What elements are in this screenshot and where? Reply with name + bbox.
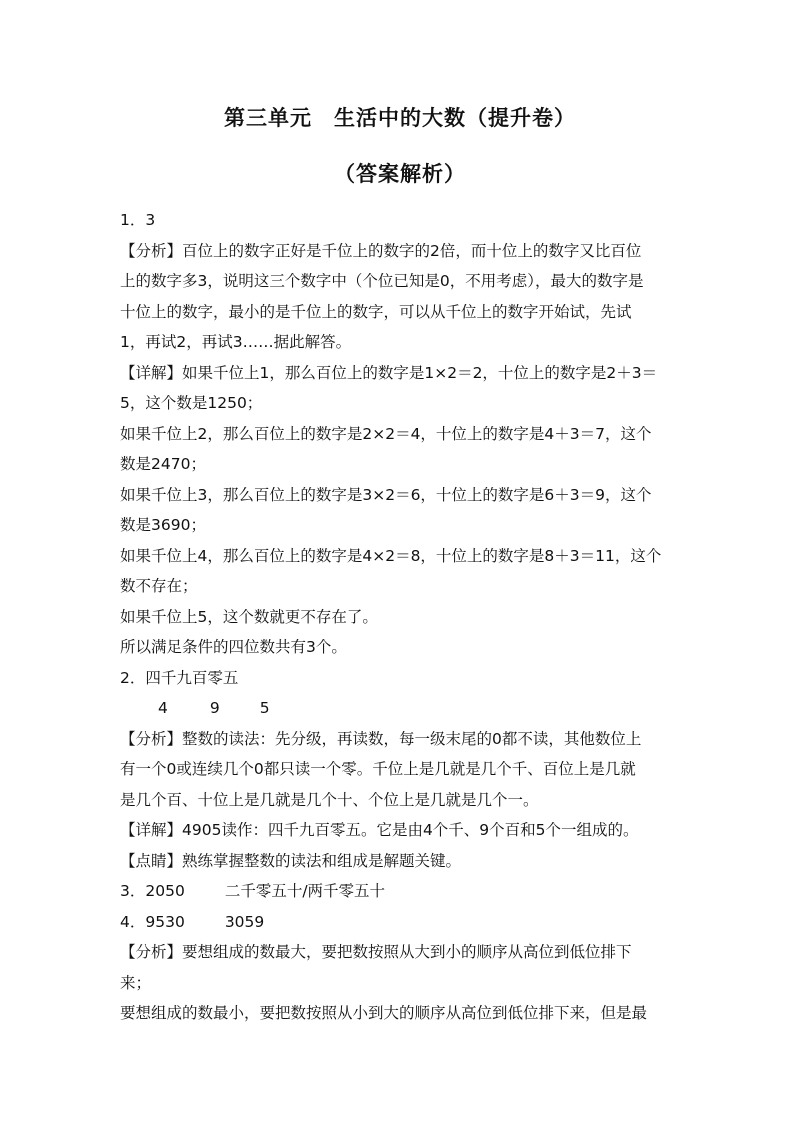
q2-digit-hundreds: 9: [209, 699, 220, 717]
text-line: 【分析】要想组成的数最大，要把数按照从大到小的顺序从高位到低位排下: [120, 943, 632, 961]
text-line: 是几个百、十位上是几就是几个十、个位上是几就是几个一。: [120, 790, 539, 809]
q3-number: 3．2050: [120, 882, 185, 900]
text-line: 【点睛】熟练掌握整数的读法和组成是解题关键。: [120, 851, 462, 870]
text-line: 数是3690；: [120, 516, 206, 534]
text-line: 1，再试2，再试3……据此解答。: [120, 333, 352, 351]
text-line: 如果千位上2，那么百位上的数字是2×2＝4，十位上的数字是4＋3＝7，这个: [120, 424, 652, 443]
text-line: 1．3: [120, 211, 156, 229]
text-line: 【详解】4905读作：四千九百零五。它是由4个千、9个百和5个一组成的。: [120, 821, 639, 839]
answer-body: [120, 205, 692, 1029]
q3-answer: 二千零五十/两千零五十: [224, 882, 386, 900]
text-line: 2．四千九百零五: [120, 668, 239, 687]
text-line: 数是2470；: [120, 455, 206, 473]
q4-number: 4．9530: [120, 912, 185, 931]
text-line: 如果千位上5，这个数就更不存在了。: [120, 607, 378, 626]
text-line: 如果千位上4，那么百位上的数字是4×2＝8，十位上的数字是8＋3＝11，这个: [120, 546, 662, 565]
q3-line: [120, 876, 692, 907]
text-line: 所以满足条件的四位数共有3个。: [120, 638, 347, 656]
text-line: 【分析】百位上的数字正好是千位上的数字的2倍，而十位上的数字又比百位: [120, 241, 642, 260]
text-line: 要想组成的数最小，要把数按照从小到大的顺序从高位到低位排下来，但是最: [120, 1004, 648, 1022]
text-line: 上的数字多3，说明这三个数字中（个位已知是0，不用考虑），最大的数字是: [120, 272, 644, 290]
text-line: 5，这个数是1250；: [120, 394, 263, 412]
page-subtitle: （答案解析）: [334, 162, 466, 186]
text-line: 有一个0或连续几个0都只读一个零。千位上是几就是几个千、百位上是几就: [120, 760, 636, 778]
q4-line: [120, 907, 692, 938]
q2-digit-thousands: 4: [158, 699, 168, 717]
text-line: 【分析】整数的读法：先分级，再读数，每一级末尾的0都不读，其他数位上: [120, 729, 642, 748]
text-line: 来；: [120, 973, 152, 992]
text-line: 数不存在；: [120, 577, 198, 595]
text-line: 如果千位上3，那么百位上的数字是3×2＝6，十位上的数字是6＋3＝9，这个: [120, 485, 652, 504]
q2-digit-ones: 5: [259, 699, 270, 717]
text-line: 【详解】如果千位上1，那么百位上的数字是1×2＝2，十位上的数字是2＋3＝: [120, 363, 658, 382]
text-line: 十位上的数字，最小的是千位上的数字，可以从千位上的数字开始试，先试: [120, 302, 632, 321]
q4-answer: 3059: [224, 912, 265, 931]
page-title: 第三单元 生活中的大数（提升卷）: [224, 106, 576, 130]
q2-digits-line: [120, 693, 692, 724]
